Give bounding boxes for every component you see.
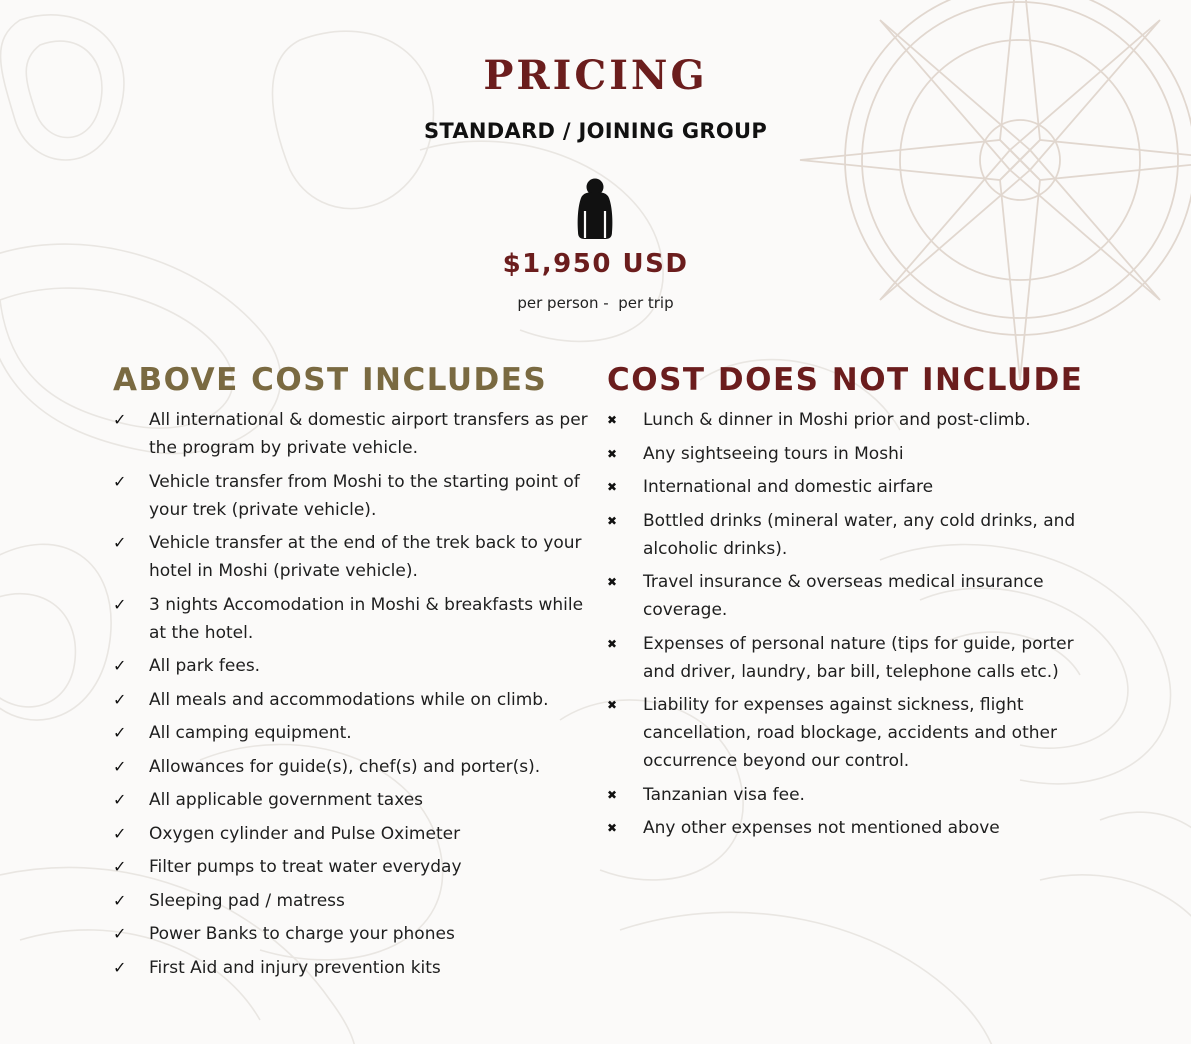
cross-icon: ✖ [607,698,618,712]
included-item [113,954,588,982]
includes-heading: ABOVE COST INCLUDES [113,362,548,398]
page-title: PRICING [483,52,708,99]
check-icon: ✓ [113,471,127,491]
excluded-item-text: Lunch & dinner in Moshi prior and post-climb. [643,410,1031,430]
excluded-item [607,440,1077,468]
price-note: per person - per trip [517,294,674,312]
included-item-text: Allowances for guide(s), chef(s) and porter(s). [149,756,541,777]
person-icon [572,178,618,240]
included-item [113,786,588,814]
included-item [113,686,588,714]
included-item [113,719,588,747]
check-icon: ✓ [113,756,127,776]
included-item [113,406,588,462]
excluded-item [607,568,1077,624]
check-icon: ✓ [113,656,127,675]
included-item-text: 3 nights Accomodation in Moshi & breakfasts while at the hotel. [149,594,584,643]
check-icon: ✓ [113,823,127,843]
cross-icon: ✖ [607,513,618,528]
included-item-text: Sleeping pad / matress [149,890,345,911]
included-item-text: All park fees. [149,656,261,676]
excluded-item-text: Expenses of personal nature (tips for guide, porter and driver, laundry, bar bill, telephone calls etc.) [643,633,1074,682]
cross-icon: ✖ [607,446,618,461]
excluded-item-text: International and domestic airfare [643,477,934,497]
cross-icon: ✖ [607,480,618,494]
included-item-text: Power Banks to charge your phones [149,924,455,944]
check-icon: ✓ [113,533,127,552]
excluded-item-text: Bottled drinks (mineral water, any cold drinks, and alcoholic drinks). [643,510,1076,559]
excluded-item-text: Tanzanian visa fee. [643,784,805,805]
included-item-text: Vehicle transfer at the end of the trek back to your hotel in Moshi (private vehicle). [149,533,582,581]
included-item [113,468,588,524]
included-item [113,853,588,881]
check-icon: ✓ [113,924,127,943]
cross-icon: ✖ [607,575,618,589]
excluded-item [607,691,1077,775]
excluded-item [607,406,1077,434]
includes-list [113,406,588,987]
included-item-text: All international & domestic airport transfers as per the program by private vehicle. [149,410,588,458]
check-icon: ✓ [113,594,127,614]
included-item-text: Oxygen cylinder and Pulse Oximeter [149,823,461,844]
included-item-text: Vehicle transfer from Moshi to the starting point of your trek (private vehicle). [149,471,580,520]
included-item [113,887,588,915]
excluded-item-text: Any other expenses not mentioned above [643,818,1000,838]
cross-icon: ✖ [607,413,618,427]
excluded-item [607,473,1077,501]
excludes-list [607,406,1077,848]
cross-icon: ✖ [607,821,618,835]
excluded-item [607,630,1077,686]
check-icon: ✓ [113,723,127,742]
check-icon: ✓ [113,790,127,809]
included-item-text: Filter pumps to treat water everyday [149,857,462,877]
included-item-text: All applicable government taxes [149,790,424,810]
excluded-item [607,781,1077,809]
check-icon: ✓ [113,857,127,876]
included-item-text: First Aid and injury prevention kits [149,957,441,978]
included-item [113,820,588,848]
cross-icon: ✖ [607,636,618,651]
included-item [113,652,588,680]
included-item [113,591,588,647]
package-subtitle: STANDARD / JOINING GROUP [423,119,768,143]
included-item [113,753,588,781]
price: $1,950 USD [502,249,689,279]
included-item [113,920,588,948]
excluded-item-text: Any sightseeing tours in Moshi [643,443,904,464]
excludes-heading: COST DOES NOT INCLUDE [607,362,1084,398]
excluded-item [607,507,1077,563]
cross-icon: ✖ [607,787,618,802]
excluded-item-text: Liability for expenses against sickness, flight cancellation, road blockage, accidents and other occurrence beyond our control. [643,695,1057,771]
check-icon: ✓ [113,689,127,709]
check-icon: ✓ [113,410,127,429]
included-item-text: All camping equipment. [149,723,352,743]
excluded-item-text: Travel insurance & overseas medical insurance coverage. [643,572,1044,620]
check-icon: ✓ [113,957,127,977]
check-icon: ✓ [113,890,127,910]
excluded-item [607,814,1077,842]
included-item [113,529,588,585]
included-item-text: All meals and accommodations while on climb. [149,689,549,710]
